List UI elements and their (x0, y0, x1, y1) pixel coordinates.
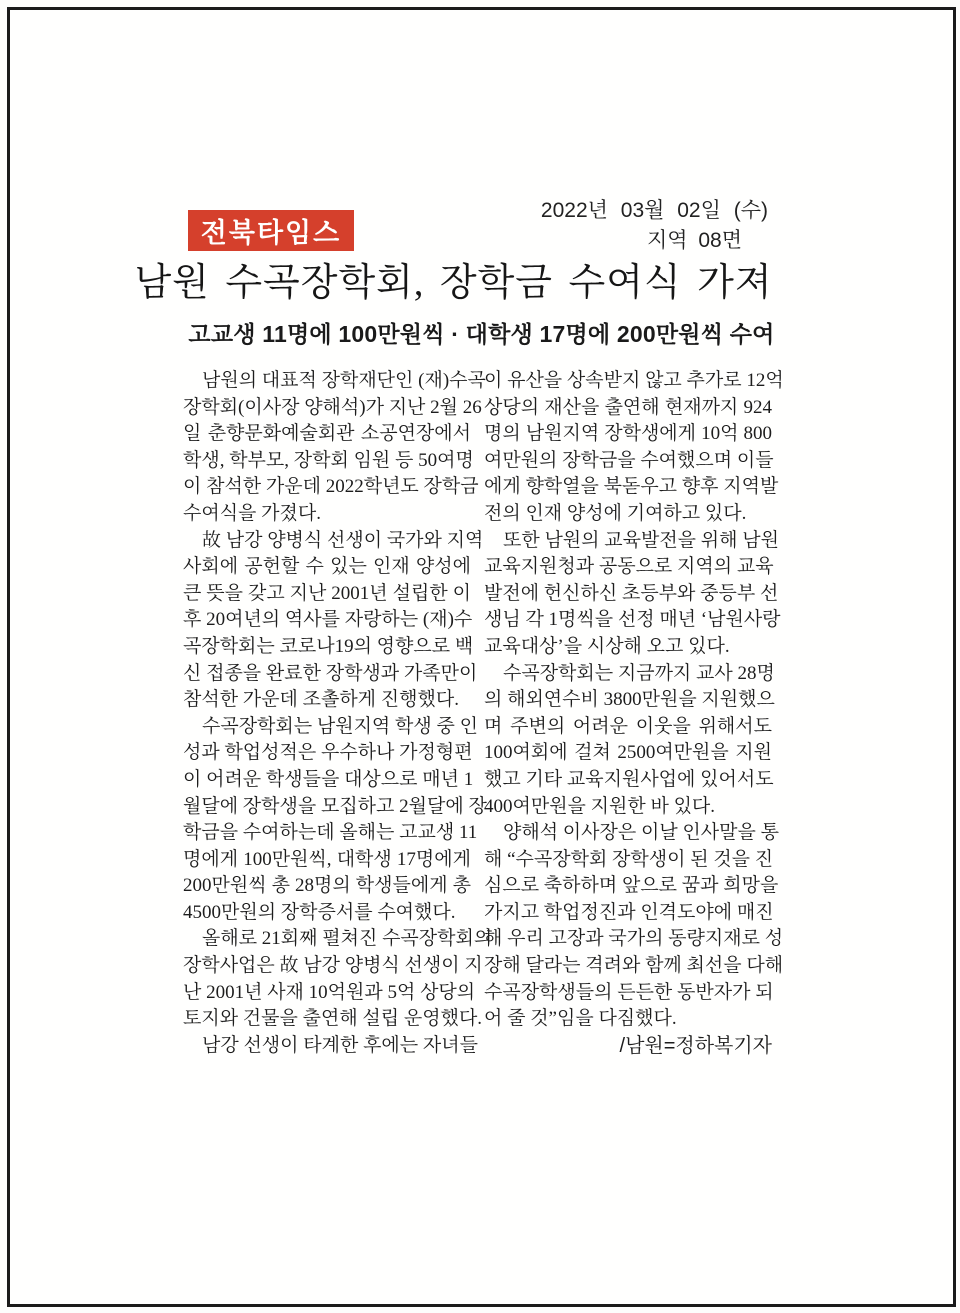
article-line: 이 어려운 학생들을 대상으로 매년 1 (183, 768, 474, 790)
article-body (183, 368, 784, 1059)
article-line: 장학사업은 故 남강 양병식 선생이 지 (183, 955, 483, 977)
article-line: 4500만원의 장학증서를 수여했다. (183, 901, 456, 923)
article-line: 월달에 장학생을 모집하고 2월달에 장 (183, 795, 487, 817)
article-line: 했고 기타 교육지원사업에 있어서도 (484, 768, 774, 790)
article-line: 곡장학회는 코로나19의 영향으로 백 (183, 635, 474, 657)
article-line: 장학회(이사장 양해석)가 지난 2월 26 (183, 396, 482, 418)
article-line: 남강 선생이 타계한 후에는 자녀들 (202, 1034, 478, 1056)
article-line: 교육지원청과 공동으로 지역의 교육 (484, 556, 774, 578)
article-line: 심으로 축하하며 앞으로 꿈과 희망을 (484, 875, 779, 897)
article-line: 명에게 100만원씩, 대학생 17명에게 (183, 848, 471, 870)
article-line: 어 줄 것”임을 다짐했다. (484, 1008, 677, 1030)
column-left (183, 368, 493, 1059)
article-line: 여만원의 장학금을 수여했으며 이들 (484, 449, 774, 471)
article-line: 이 참석한 가운데 2022학년도 장학금 (183, 476, 479, 498)
article-line: 양해석 이사장은 이날 인사말을 통 (503, 822, 779, 844)
article-line: 100여회에 걸쳐 2500여만원을 지원 (484, 742, 772, 764)
article-line: 명의 남원지역 장학생에게 10억 800 (484, 423, 772, 445)
dateline (541, 196, 768, 256)
article-line: 의 해외연수비 3800만원을 지원했으 (484, 689, 775, 711)
article-line: 올해로 21회째 펼쳐진 수곡장학회의 (202, 928, 493, 950)
article-line: 수곡장학회는 남원지역 학생 중 인 (202, 715, 478, 737)
article-line: 참석한 가운데 조촐하게 진행했다. (183, 689, 459, 711)
article-line: 400여만원을 지원한 바 있다. (484, 795, 716, 817)
article-line: 수곡장학생들의 든든한 동반자가 되 (484, 981, 774, 1003)
article-line: 가지고 학업정진과 인격도야에 매진 (484, 901, 774, 923)
article-line: 난 2001년 사재 10억원과 5억 상당의 (183, 981, 476, 1003)
article-line: 토지와 건물을 출연해 설립 운영했다. (183, 1008, 483, 1030)
article-line: 200만원씩 총 28명의 학생들에게 총 (183, 875, 471, 897)
article-line: 수여식을 가졌다. (183, 502, 321, 524)
region-page-number: 지역 08면 (646, 229, 742, 252)
newspaper-masthead (188, 210, 354, 251)
article-line: 상당의 재산을 출연해 현재까지 924 (484, 396, 772, 418)
article-line: 전의 인재 양성에 기여하고 있다. (484, 502, 747, 524)
article-line: 해 우리 고장과 국가의 동량지재로 성 (484, 928, 784, 950)
article-line: 학생, 학부모, 장학회 임원 등 50여명 (183, 449, 474, 471)
column-right (484, 368, 784, 1059)
newspaper-page (7, 7, 956, 1307)
article-line: 에게 향학열을 북돋우고 향후 지역발 (484, 476, 779, 498)
article-line: 수곡장학회는 지금까지 교사 28명 (503, 662, 775, 684)
byline: /남원=정하복기자 (619, 1034, 772, 1057)
article-line: 일 춘향문화예술회관 소공연장에서 (183, 423, 471, 445)
article-line: 사회에 공헌할 수 있는 인재 양성에 (183, 556, 471, 578)
article-line: 학금을 수여하는데 올해는 고교생 11 (183, 822, 478, 844)
masthead-label: 전북타임스 (200, 218, 342, 248)
publication-date: 2022년 03월 02일 (수) (540, 199, 768, 222)
article-line: 큰 뜻을 갖고 지난 2001년 설립한 이 (183, 582, 471, 604)
article-line: 생님 각 1명씩을 선정 매년 ‘남원사랑 (484, 609, 781, 631)
article-line: 해 “수곡장학회 장학생이 된 것을 진 (484, 848, 774, 870)
article-line: 또한 남원의 교육발전을 위해 남원 (503, 529, 779, 551)
article-line: 후 20여년의 역사를 자랑하는 (재)수 (183, 609, 473, 631)
article-subheadline: 고교생 11명에 100만원씩 · 대학생 17명에 200만원씩 수여 (188, 321, 775, 347)
article-line: 이 유산을 상속받지 않고 추가로 12억 (484, 370, 784, 391)
article-headline: 남원 수곡장학회, 장학금 수여식 가져 (134, 262, 773, 304)
article-line: 남원의 대표적 장학재단인 (재)수곡 (202, 370, 486, 391)
article-line: 성과 학업성적은 우수하나 가정형편 (183, 742, 473, 764)
article-line: 며 주변의 어려운 이웃을 위해서도 (484, 715, 772, 737)
article-line: 신 접종을 완료한 장학생과 가족만이 (183, 662, 478, 684)
article-line: 교육대상’을 시상해 오고 있다. (484, 635, 730, 657)
article-line: 故 남강 양병식 선생이 국가와 지역 (202, 529, 484, 551)
article-line: 발전에 헌신하신 초등부와 중등부 선 (484, 582, 779, 604)
article-line: 장해 달라는 격려와 함께 최선을 다해 (484, 955, 784, 977)
